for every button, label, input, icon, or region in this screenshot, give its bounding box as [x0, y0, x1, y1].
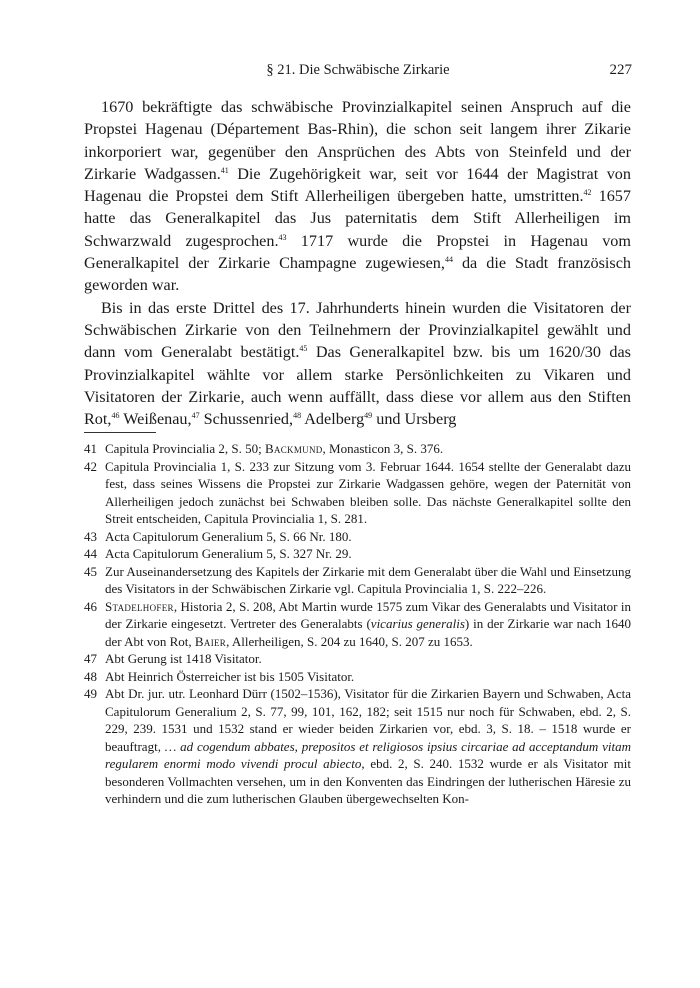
body-text [84, 96, 631, 430]
text-run: Zur Auseinandersetzung des Kapitels der Zirkarie mit dem Generalabt über die Wahl und Einsetzung des Visitators in der Schwäbischen Zirkarie vgl. Capitula Provincialia 1, S. 222–226. [105, 563, 631, 596]
text-run: Schussenried, [199, 410, 294, 429]
footnote-marker: 44 [444, 255, 453, 265]
footnote [84, 650, 631, 668]
text-run: Capitula Provincialia 1, S. 233 zur Sitzung vom 3. Februar 1644. 1654 stellte der Generalabt dazu fest, dass seines Wissens die Propstei zur Zirkarie Wadgassen gehöre, wegen der Paternität von Allerheiligen jedoch zunächst bei Schwaben bleiben solle. Das nächste Generalkapitel sollte den Streit entscheiden, Capitula Provincialia 1, S. 281. [105, 458, 631, 526]
footnote [84, 545, 631, 563]
footnote-marker: 48 [293, 411, 302, 421]
text-run: Weißenau, [119, 410, 192, 429]
footnote-number: 47 [84, 651, 97, 666]
footnotes [84, 440, 631, 808]
footnote [84, 685, 631, 808]
text-run: da die Stadt französisch geworden war. [84, 254, 631, 295]
text-run: Bis in das erste Drittel des 17. Jahrhunderts hinein wurden die Visitatoren der Schwäbischen Zirkarie von den Teilnehmern der Provinzialkapitel gewählt und dann vom Generalabt bestätigt. [84, 298, 631, 362]
footnote-marker: 42 [583, 188, 592, 198]
running-title: § 21. Die Schwäbische Zirkarie [266, 62, 450, 78]
author-name: Stadelhofer [105, 598, 174, 614]
footnote [84, 440, 631, 458]
text-run: Acta Capitulorum Generalium 5, S. 66 Nr. 180. [105, 528, 352, 544]
text-run: Capitula Provincialia 2, S. 50; [105, 441, 265, 456]
italic-text: vicarius generalis [370, 616, 465, 631]
author-name: Backmund [264, 441, 323, 456]
footnote-number: 42 [84, 458, 97, 474]
text-run: 1657 hatte das Generalkapitel das Jus paternitatis dem Stift Allerheiligen im Schwarzwald zugesprochen. [84, 187, 631, 250]
footnote-number: 44 [84, 546, 97, 561]
page-number: 227 [609, 62, 632, 78]
text-run: 1670 bekräftigte das schwäbische Provinzialkapitel seinen Anspruch auf die Propstei Hagenau (Département Bas-Rhin), die schon seit langem ihrer Zikarie inkorporiert war, gegenüber den Ansprüchen des Abts von Steinfeld und der Zirkarie Wadgassen. [84, 98, 631, 183]
text-run: 1717 wurde die Propstei in Hagenau vom Generalkapitel der Zirkarie Champagne zugewiesen, [84, 231, 631, 273]
footnote [84, 563, 631, 598]
footnote-marker: 41 [220, 165, 229, 175]
footnote-marker: 43 [278, 232, 287, 242]
footnote [84, 668, 631, 686]
text-run: ) in der Zirkarie war nach 1640 der Abt von Rot, [105, 616, 631, 649]
text-run: Die Zugehörigkeit war, seit vor 1644 der Magistrat von Hagenau die Propstei dem Stift Allerheiligen übergeben hatte, umstritten. [84, 164, 631, 206]
footnote-marker: 49 [364, 411, 373, 421]
footnote-number: 43 [84, 528, 97, 544]
author-name: Baier [194, 633, 227, 649]
footnote-marker: 45 [299, 344, 308, 354]
footnote [84, 528, 631, 546]
running-header [84, 62, 632, 84]
italic-text: … ad cogendum abbates, prepositos et religiosos ipsius circariae ad acceptandum vitam regularem enormi modo vivendi procul abiecto [105, 738, 631, 771]
footnote [84, 458, 631, 528]
body-paragraph [84, 96, 631, 297]
footnote-number: 46 [84, 598, 97, 614]
footnote-separator [84, 432, 156, 433]
footnote-number: 45 [84, 563, 97, 579]
text-run: Abt Dr. jur. utr. Leonhard Dürr (1502–1536), Visitator für die Zirkarien Bayern und Schwaben, Acta Capitulorum Generalium 2, S. 77, 99, 101, 162, 182; seit 1515 nur noch für Schwaben, ebd. 2, S. 229, 239. 1531 und 1532 stand er wieder beiden Zirkarien vor, ebd. 3, S. 18. – 1518 wurde er beauftragt, [105, 686, 631, 754]
text-run: Abt Gerung ist 1418 Visitator. [105, 651, 262, 666]
footnote-number: 48 [84, 668, 97, 684]
footnote-number: 41 [84, 441, 97, 456]
text-run: Abt Heinrich Österreicher ist bis 1505 Visitator. [105, 668, 355, 684]
footnote [84, 598, 631, 651]
footnote-number: 49 [84, 686, 97, 701]
text-run: Das Generalkapitel bzw. bis um 1620/30 das Provinzialkapitel wählte vor allem starke Persönlichkeiten zu Vikaren und Visitatoren der Zirkarie, auch wenn auffällt, dass diese vor allem aus den Stiften Rot, [84, 343, 631, 429]
body-paragraph [84, 297, 631, 431]
footnote-marker: 46 [111, 411, 120, 421]
text-run: , Monasticon 3, S. 376. [322, 441, 444, 456]
text-run: Adelberg [301, 410, 365, 429]
text-run: und Ursberg [372, 410, 457, 429]
text-run: Acta Capitulorum Generalium 5, S. 327 Nr. 29. [105, 546, 352, 561]
footnote-marker: 47 [191, 411, 200, 421]
text-run: , ebd. 2, S. 240. 1532 wurde er als Visitator mit besonderen Vollmachten versehen, um in den Konventen das Eindringen der lutherischen Häresie zu verhindern und die zum lutherischen Glauben übergewechselten Kon- [105, 756, 632, 806]
text-run: , Allerheiligen, S. 204 zu 1640, S. 207 zu 1653. [226, 633, 473, 649]
text-run: , Historia 2, S. 208, Abt Martin wurde 1575 zum Vikar des Generalabts und Visitator in der Zirkarie eingesetzt. Vertreter des Generalabts ( [105, 598, 631, 631]
